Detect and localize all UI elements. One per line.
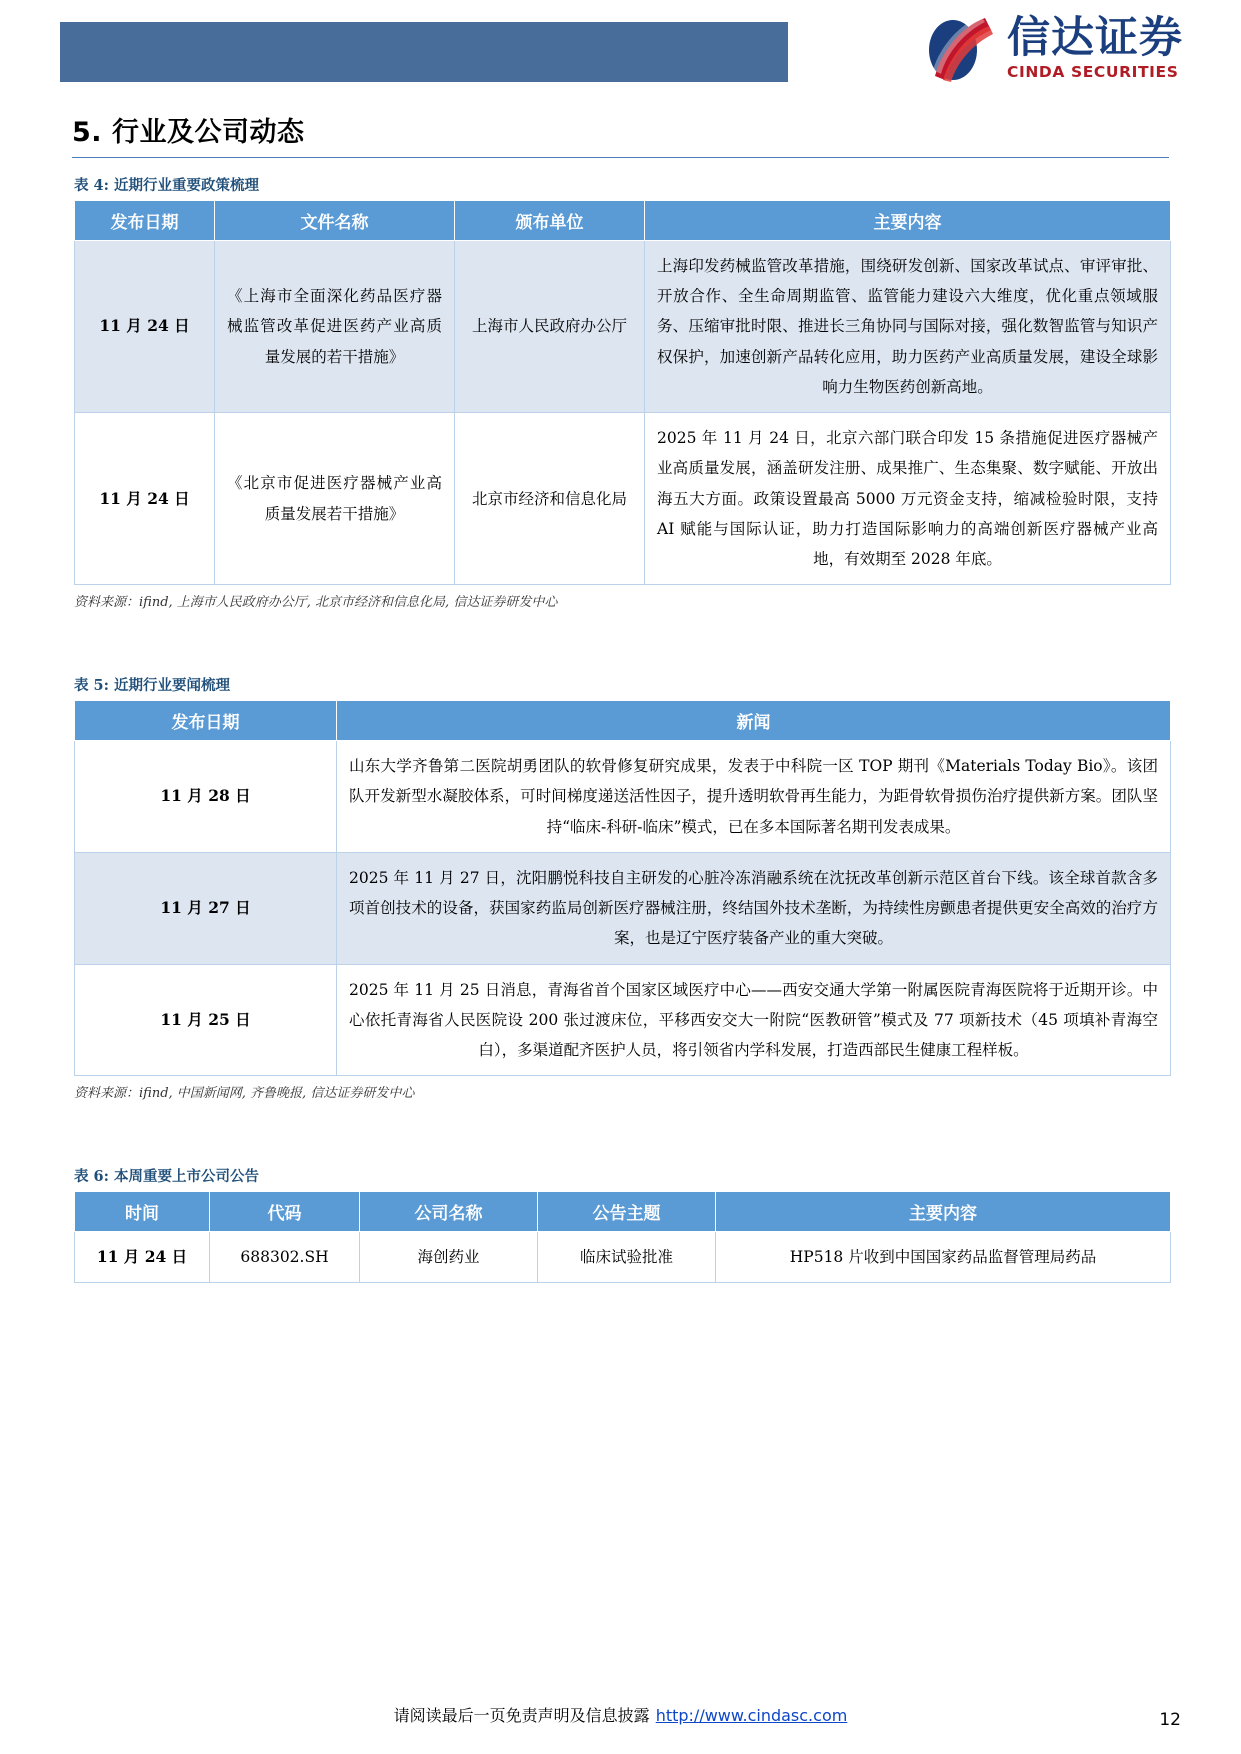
footer-disclaimer: 请阅读最后一页免责声明及信息披露 [393, 1706, 650, 1725]
table5-cell-news: 2025 年 11 月 25 日消息，青海省首个国家区域医疗中心——西安交通大学第一附属医院青海医院将于近期开诊。中心依托青海省人民医院设 200 张过渡床位，平移西安交大一附院“医教研管”模式及 77 项新技术（45 项填补青海空白），多渠道配齐医护人员，将引领省内学科发展，打造西部民生健康工程样板。 [337, 964, 1171, 1076]
table6-header-row [75, 1192, 1171, 1232]
table5-caption: 表 5: 近期行业要闻梳理 [74, 677, 231, 695]
table-row [75, 964, 1171, 1076]
table4-header-row [75, 201, 1171, 241]
table5-cell-news: 2025 年 11 月 27 日，沈阳鹏悦科技自主研发的心脏冷冻消融系统在沈抚改革创新示范区首台下线。该全球首款含多项首创技术的设备，获国家药监局创新医疗器械注册，终结国外技术垄断，为持续性房颤患者提供更安全高效的治疗方案，也是辽宁医疗装备产业的重大突破。 [337, 852, 1171, 964]
table6-col-time: 时间 [75, 1192, 210, 1232]
table6-col-company: 公司名称 [360, 1192, 538, 1232]
table5-header-row [75, 701, 1171, 741]
table-policy-summary [74, 200, 1171, 585]
page-number: 12 [1159, 1710, 1181, 1730]
table6-cell-content: HP518 片收到中国国家药品监督管理局药品 [716, 1232, 1171, 1283]
table4-col-issuer: 颁布单位 [455, 201, 645, 241]
table4-col-document: 文件名称 [215, 201, 455, 241]
table-industry-news [74, 700, 1171, 1076]
header-blue-bar [60, 22, 788, 82]
table6-col-topic: 公告主题 [538, 1192, 716, 1232]
table6-col-content: 主要内容 [716, 1192, 1171, 1232]
footer-website-link[interactable]: http://www.cindasc.com [655, 1706, 848, 1725]
table5-cell-news: 山东大学齐鲁第二医院胡勇团队的软骨修复研究成果，发表于中科院一区 TOP 期刊《Materials Today Bio》。该团队开发新型水凝胶体系，可时间梯度递送活性因子，提升透明软骨再生能力，为距骨软骨损伤治疗提供新方案。团队坚持“临床-科研-临床”模式，已在多本国际著名期刊发表成果。 [337, 741, 1171, 853]
table-row [75, 852, 1171, 964]
logo-chinese-name: 信达证券 [1007, 13, 1183, 64]
table6-cell-topic: 临床试验批准 [538, 1232, 716, 1283]
logo-text-block [1007, 13, 1183, 82]
table5-col-date: 发布日期 [75, 701, 337, 741]
cinda-swoosh-logo-icon [919, 10, 997, 88]
table5-col-news: 新闻 [337, 701, 1171, 741]
table-row [75, 413, 1171, 585]
table6-caption: 表 6: 本周重要上市公司公告 [74, 1168, 260, 1186]
table4-cell-document: 《北京市促进医疗器械产业高质量发展若干措施》 [215, 413, 455, 585]
title-divider [72, 157, 1169, 158]
table5-source: 资料来源：ifind, 中国新闻网, 齐鲁晚报, 信达证券研发中心 [74, 1086, 415, 1102]
table6-cell-company: 海创药业 [360, 1232, 538, 1283]
company-logo [919, 10, 1183, 88]
table4-cell-content: 2025 年 11 月 24 日，北京六部门联合印发 15 条措施促进医疗器械产业高质量发展，涵盖研发注册、成果推广、生态集聚、数字赋能、开放出海五大方面。政策设置最高 5000 万元资金支持，缩减检验时限，支持 AI 赋能与国际认证，助力打造国际影响力的高端创新医疗器械产业高地，有效期至 2028 年底。 [645, 413, 1171, 585]
table-row [75, 741, 1171, 853]
table4-caption: 表 4: 近期行业重要政策梳理 [74, 177, 260, 194]
table-row [75, 1232, 1171, 1283]
table4-cell-issuer: 北京市经济和信息化局 [455, 413, 645, 585]
table4-cell-date: 11 月 24 日 [75, 413, 215, 585]
table6-cell-code: 688302.SH [210, 1232, 360, 1283]
table4-cell-document: 《上海市全面深化药品医疗器械监管改革促进医药产业高质量发展的若干措施》 [215, 241, 455, 413]
table5-cell-date: 11 月 27 日 [75, 852, 337, 964]
table5-cell-date: 11 月 28 日 [75, 741, 337, 853]
table6-cell-time: 11 月 24 日 [75, 1232, 210, 1283]
logo-english-name: CINDA SECURITIES [1007, 63, 1179, 82]
table4-col-content: 主要内容 [645, 201, 1171, 241]
table5-cell-date: 11 月 25 日 [75, 964, 337, 1076]
page-title: 5. 行业及公司动态 [72, 117, 305, 148]
table4-cell-date: 11 月 24 日 [75, 241, 215, 413]
page-header [0, 0, 1241, 96]
table4-source: 资料来源：ifind, 上海市人民政府办公厅, 北京市经济和信息化局, 信达证券研发中心 [74, 595, 558, 611]
page-footer [0, 1703, 1241, 1726]
table4-col-date: 发布日期 [75, 201, 215, 241]
table4-cell-content: 上海印发药械监管改革措施，围绕研发创新、国家改革试点、审评审批、开放合作、全生命周期监管、监管能力建设六大维度，优化重点领域服务、压缩审批时限、推进长三角协同与国际对接，强化数智监管与知识产权保护，加速创新产品转化应用，助力医药产业高质量发展，建设全球影响力生物医药创新高地。 [645, 241, 1171, 413]
section-heading-block [72, 110, 1181, 158]
table-company-announcements [74, 1191, 1171, 1283]
table6-col-code: 代码 [210, 1192, 360, 1232]
table-row [75, 241, 1171, 413]
table4-cell-issuer: 上海市人民政府办公厅 [455, 241, 645, 413]
